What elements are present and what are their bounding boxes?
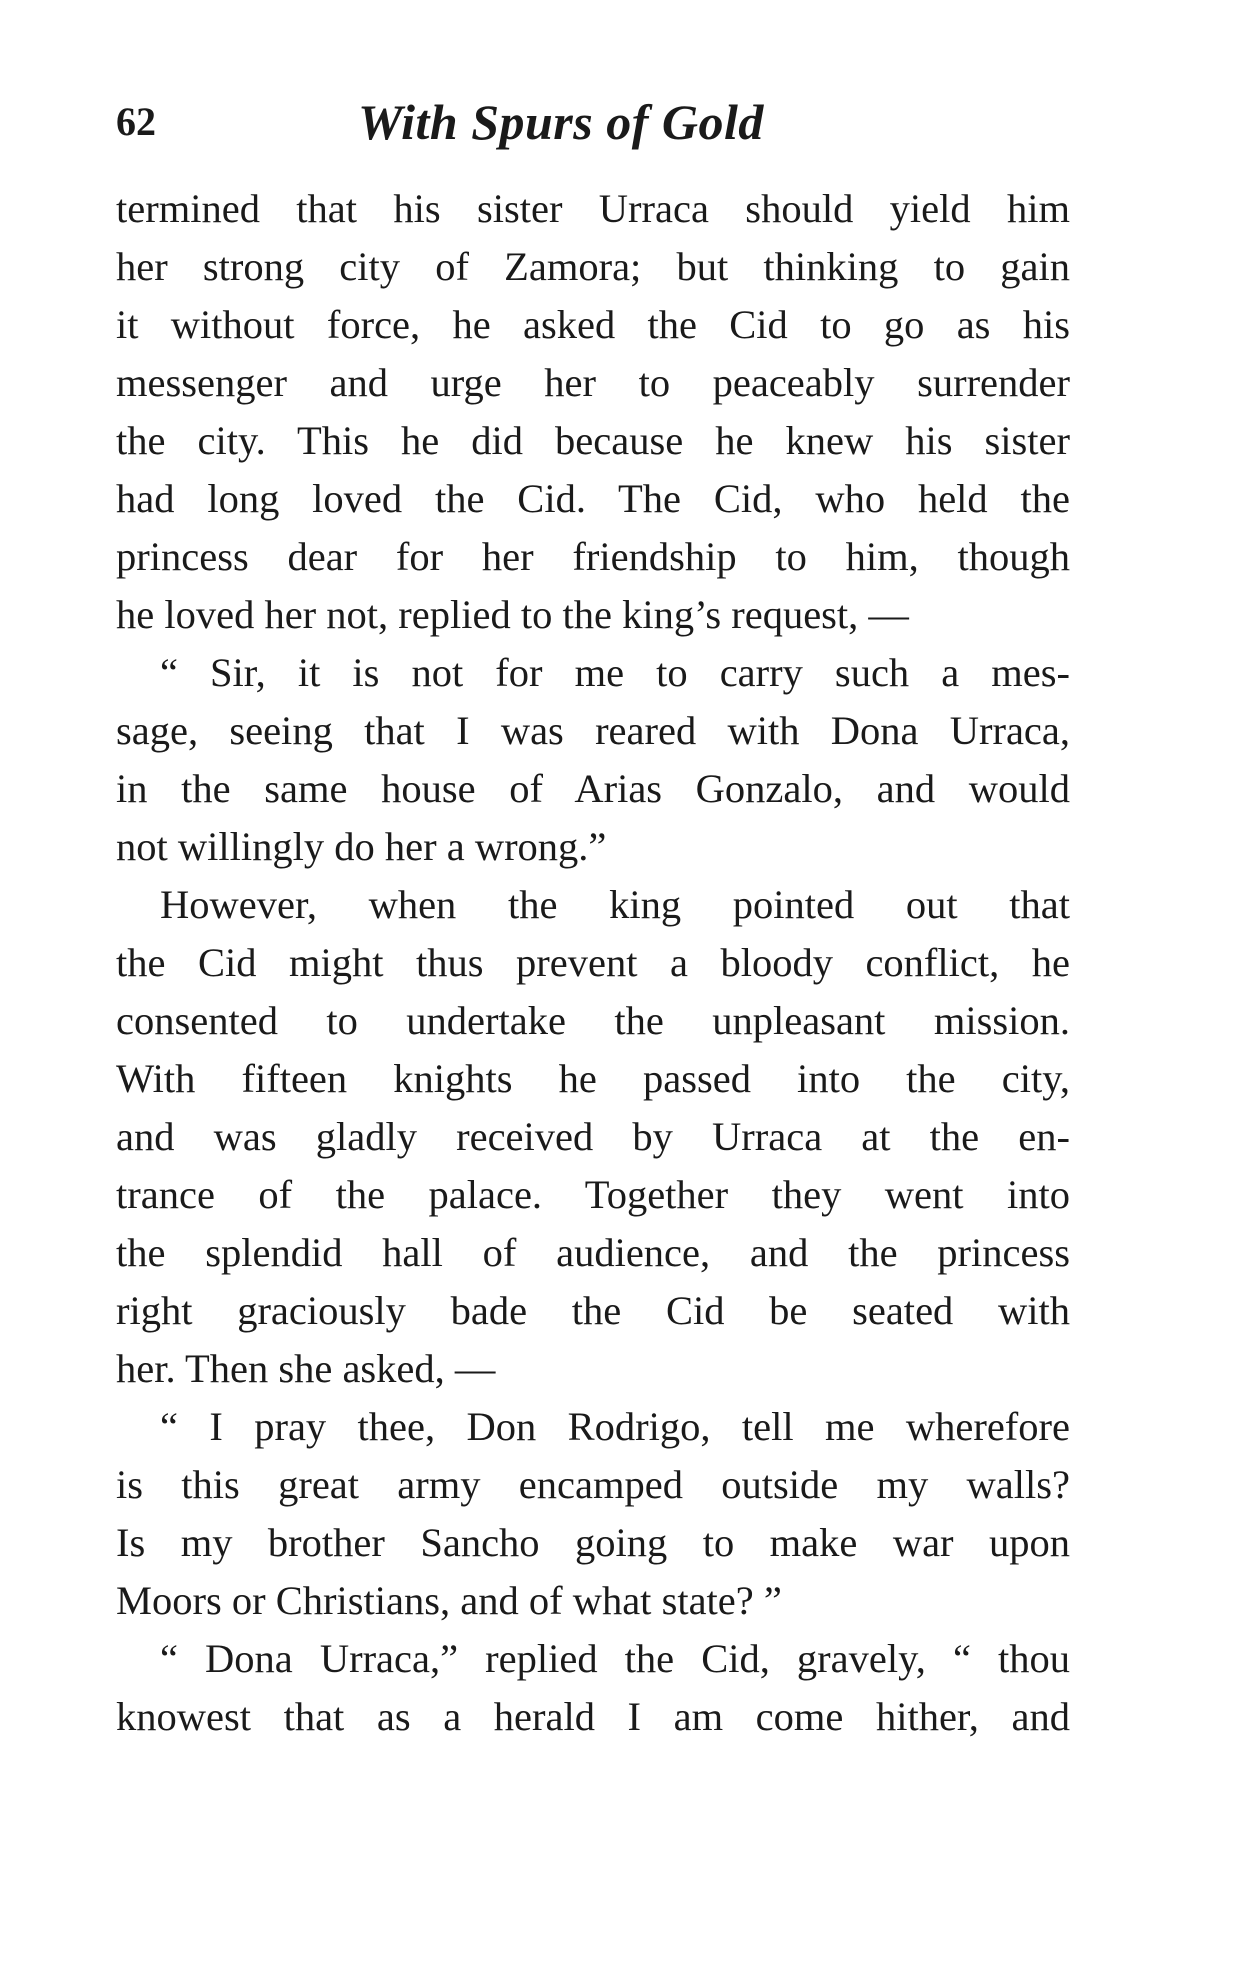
text-line: the Cid might thus prevent a bloody conflict, he <box>116 940 1070 985</box>
text-line: sage, seeing that I was reared with Dona Urraca, <box>116 708 1070 753</box>
text-line: “ Sir, it is not for me to carry such a mes- <box>160 650 1070 695</box>
text-line: termined that his sister Urraca should yield him <box>116 186 1070 231</box>
text-line: princess dear for her friendship to him, though <box>116 534 1070 579</box>
text-line: the splendid hall of audience, and the princess <box>116 1230 1070 1275</box>
text-line: is this great army encamped outside my walls? <box>116 1462 1070 1507</box>
text-line: With fifteen knights he passed into the city, <box>116 1056 1070 1101</box>
text-line: had long loved the Cid. The Cid, who held the <box>116 476 1070 521</box>
text-line: the city. This he did because he knew his sister <box>116 418 1070 463</box>
text-line: her strong city of Zamora; but thinking to gain <box>116 244 1070 289</box>
body-text <box>116 180 1070 1746</box>
text-line: “ I pray thee, Don Rodrigo, tell me wherefore <box>160 1404 1070 1449</box>
text-line: Is my brother Sancho going to make war upon <box>116 1520 1070 1565</box>
text-line: knowest that as a herald I am come hither, and <box>116 1694 1070 1739</box>
text-line: messenger and urge her to peaceably surrender <box>116 360 1070 405</box>
text-line: and was gladly received by Urraca at the en- <box>116 1114 1070 1159</box>
text-line: Moors or Christians, and of what state? ” <box>116 1578 782 1623</box>
text-line: However, when the king pointed out that <box>160 882 1070 927</box>
text-line: he loved her not, replied to the king’s request, — <box>116 592 909 637</box>
text-line: her. Then she asked, — <box>116 1346 496 1391</box>
text-line: “ Dona Urraca,” replied the Cid, gravely, “ thou <box>160 1636 1070 1681</box>
page-number: 62 <box>116 99 156 144</box>
text-line: consented to undertake the unpleasant mission. <box>116 998 1070 1043</box>
text-line: trance of the palace. Together they went into <box>116 1172 1070 1217</box>
text-line: not willingly do her a wrong.” <box>116 824 607 869</box>
text-line: it without force, he asked the Cid to go as his <box>116 302 1070 347</box>
running-title: With Spurs of Gold <box>358 94 764 150</box>
page-header <box>116 92 1072 152</box>
text-line: in the same house of Arias Gonzalo, and would <box>116 766 1070 811</box>
text-line: right graciously bade the Cid be seated with <box>116 1288 1070 1333</box>
